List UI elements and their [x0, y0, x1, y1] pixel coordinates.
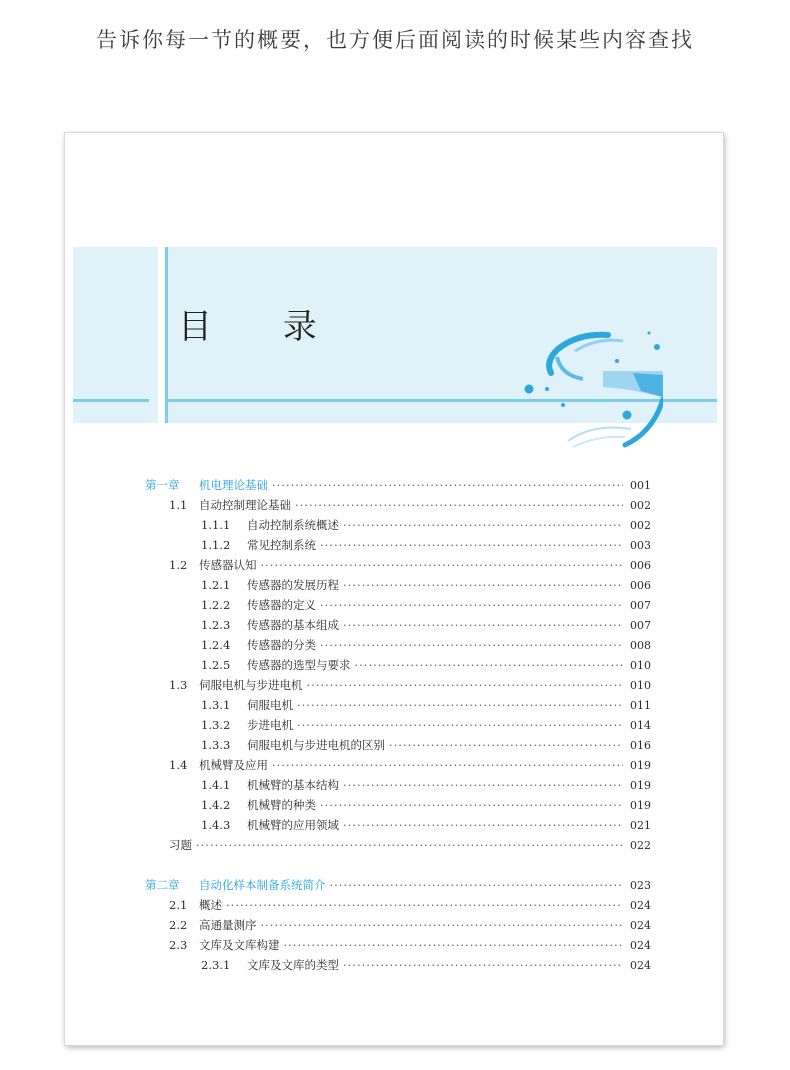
toc-leader-dots: [343, 518, 623, 532]
toc-entry-row[interactable]: [201, 957, 651, 977]
toc-entry-label: 高通量测序: [199, 918, 257, 932]
toc-entry-number: 2.3: [169, 938, 188, 952]
toc-entry-number: 1.3.1: [201, 698, 231, 712]
toc-entry-number: 1.4.3: [201, 818, 231, 832]
toc-entry-label: 步进电机: [247, 718, 293, 732]
toc-entry-number: 第二章: [145, 878, 180, 892]
toc-entry-row[interactable]: [201, 697, 651, 717]
toc-entry-row[interactable]: [201, 577, 651, 597]
toc-entry-label: 自动控制理论基础: [199, 498, 291, 512]
toc-leader-dots: [320, 598, 623, 612]
toc-page-number: 024: [630, 939, 651, 952]
toc-entry-row[interactable]: [201, 717, 651, 737]
toc-entry-row[interactable]: [169, 937, 651, 957]
toc-entry-label: 伺服电机与步进电机: [199, 678, 303, 692]
toc-leader-dots: [284, 938, 624, 952]
book-page: [65, 133, 723, 1045]
toc-entry-number: 1.2.4: [201, 638, 231, 652]
toc-page-number: 019: [630, 759, 651, 772]
toc-entry-label: 机械臂的应用领域: [247, 818, 339, 832]
toc-entry-number: 1.2.5: [201, 658, 231, 672]
toc-entry-number: 1.4.1: [201, 778, 231, 792]
toc-entry-number: 1.2.1: [201, 578, 231, 592]
toc-page-number: 010: [630, 659, 651, 672]
toc-page-number: 011: [630, 699, 651, 712]
toc-page-number: 022: [630, 839, 651, 852]
toc-leader-dots: [343, 618, 623, 632]
toc-entry-row[interactable]: [201, 617, 651, 637]
toc-leader-dots: [297, 718, 623, 732]
toc-leader-dots: [320, 798, 623, 812]
toc-page-number: 001: [630, 479, 651, 492]
toc-entry-row[interactable]: [201, 517, 651, 537]
toc-leader-dots: [343, 578, 623, 592]
toc-leader-dots: [320, 538, 623, 552]
banner-divider: [158, 247, 165, 423]
toc-entry-label: 常见控制系统: [247, 538, 316, 552]
toc-entry-number: 1.1: [169, 498, 188, 512]
toc-leader-dots: [355, 658, 624, 672]
toc-leader-dots: [295, 498, 623, 512]
toc-entry-label: 传感器的选型与要求: [247, 658, 351, 672]
toc-leader-dots: [196, 838, 623, 852]
toc-leader-dots: [226, 898, 623, 912]
toc-entry-row[interactable]: [169, 677, 651, 697]
toc-entry-label: 伺服电机与步进电机的区别: [247, 738, 385, 752]
toc-entry-row[interactable]: [169, 837, 651, 857]
swirl-decoration-icon: [513, 327, 663, 457]
toc-page-number: 006: [630, 559, 651, 572]
toc-entry-label: 机电理论基础: [199, 478, 268, 492]
toc-page-number: 016: [630, 739, 651, 752]
toc-page-number: 007: [630, 619, 651, 632]
toc-entry-number: 2.3.1: [201, 958, 231, 972]
toc-entry-row[interactable]: [201, 777, 651, 797]
toc-chapter-row[interactable]: [145, 877, 651, 897]
toc-entry-number: 1.1.2: [201, 538, 231, 552]
toc-entry-row[interactable]: [201, 657, 651, 677]
toc-entry-number: 1.1.1: [201, 518, 231, 532]
toc-page-number: 021: [630, 819, 651, 832]
toc-chapter-row[interactable]: [145, 477, 651, 497]
toc-entry-label: 机械臂的基本结构: [247, 778, 339, 792]
page-caption: 告诉你每一节的概要，也方便后面阅读的时候某些内容查找: [96, 28, 694, 52]
toc-entry-number: 2.1: [169, 898, 188, 912]
toc-entry-label: 传感器的发展历程: [247, 578, 339, 592]
toc-entry-label: 传感器的定义: [247, 598, 316, 612]
toc-page-number: 008: [630, 639, 651, 652]
toc-page-number: 024: [630, 919, 651, 932]
toc-page-number: 003: [630, 539, 651, 552]
toc-leader-dots: [343, 958, 623, 972]
toc-leader-dots: [343, 818, 623, 832]
toc-page-number: 023: [630, 879, 651, 892]
toc-leader-dots: [307, 678, 624, 692]
toc-page-number: 014: [630, 719, 651, 732]
toc-entry-number: 1.2: [169, 558, 188, 572]
toc-page-number: 024: [630, 899, 651, 912]
toc-entry-number: 1.3.2: [201, 718, 231, 732]
toc-entry-number: 1.4.2: [201, 798, 231, 812]
toc-page-number: 002: [630, 499, 651, 512]
toc-banner: [73, 247, 717, 423]
toc-leader-dots: [261, 918, 624, 932]
toc-entry-label: 传感器认知: [199, 558, 257, 572]
toc-page-number: 007: [630, 599, 651, 612]
toc-entry-row[interactable]: [169, 557, 651, 577]
toc-entry-label: 概述: [199, 898, 222, 912]
toc-entry-number: 1.2.2: [201, 598, 231, 612]
toc-leader-dots: [297, 698, 623, 712]
toc-entry-number: 1.3: [169, 678, 188, 692]
toc-page-number: 006: [630, 579, 651, 592]
toc-entry-row[interactable]: [201, 537, 651, 557]
toc-page-number: 019: [630, 779, 651, 792]
toc-leader-dots: [272, 478, 623, 492]
toc-entry-label: 文库及文库构建: [199, 938, 280, 952]
toc-entry-label: 习题: [169, 838, 192, 852]
toc-page-number: 019: [630, 799, 651, 812]
toc-entry-label: 文库及文库的类型: [247, 958, 339, 972]
toc-leader-dots: [389, 738, 623, 752]
toc-entry-row[interactable]: [201, 597, 651, 617]
toc-entry-number: 2.2: [169, 918, 188, 932]
toc-entry-label: 传感器的分类: [247, 638, 316, 652]
banner-underline-left: [73, 399, 149, 402]
toc-entry-label: 自动化样本制备系统简介: [199, 878, 326, 892]
toc-entry-row[interactable]: [169, 917, 651, 937]
toc-entry-row[interactable]: [169, 497, 651, 517]
toc-page-number: 024: [630, 959, 651, 972]
toc-entry-row[interactable]: [201, 637, 651, 657]
toc-entry-label: 机械臂的种类: [247, 798, 316, 812]
toc-leader-dots: [320, 638, 623, 652]
toc-entry-label: 机械臂及应用: [199, 758, 268, 772]
toc-leader-dots: [343, 778, 623, 792]
toc-entry-number: 1.3.3: [201, 738, 231, 752]
toc-entry-number: 1.4: [169, 758, 188, 772]
toc-entry-number: 第一章: [145, 478, 180, 492]
toc-entry-label: 自动控制系统概述: [247, 518, 339, 532]
toc-leader-dots: [261, 558, 624, 572]
banner-accent-bar: [165, 247, 168, 423]
toc-entry-row[interactable]: [201, 797, 651, 817]
toc-leader-dots: [330, 878, 624, 892]
toc-entry-row[interactable]: [169, 897, 651, 917]
toc-title: 目 录: [178, 307, 347, 347]
toc-entry-row[interactable]: [201, 817, 651, 837]
toc-entry-row[interactable]: [201, 737, 651, 757]
toc-entry-number: 1.2.3: [201, 618, 231, 632]
toc-page-number: 010: [630, 679, 651, 692]
toc-leader-dots: [272, 758, 623, 772]
toc-entry-label: 伺服电机: [247, 698, 293, 712]
toc-entry-row[interactable]: [169, 757, 651, 777]
toc-page-number: 002: [630, 519, 651, 532]
toc-entry-label: 传感器的基本组成: [247, 618, 339, 632]
